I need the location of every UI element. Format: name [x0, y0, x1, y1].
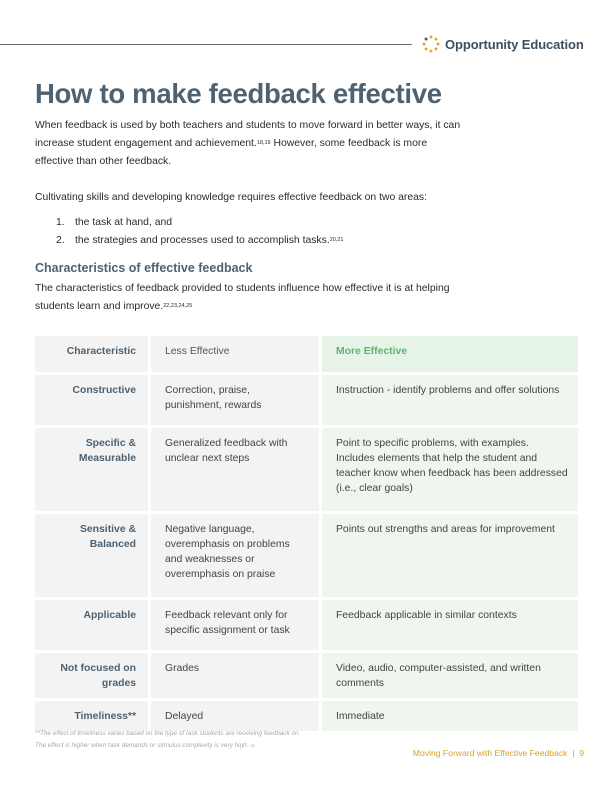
row-characteristic: Applicable — [35, 600, 148, 650]
row-less-effective: Generalized feedback with unclear next steps — [151, 428, 319, 511]
row-characteristic: Specific & Measurable — [35, 428, 148, 511]
citation: 26 — [250, 743, 255, 748]
citation: 22,23,24,25 — [163, 303, 193, 309]
row-characteristic: Timeliness** — [35, 701, 148, 731]
header-less-effective: Less Effective — [151, 336, 319, 372]
table-row — [35, 600, 578, 650]
table-row — [35, 701, 578, 731]
list-item: 2. the strategies and processes used to accomplish tasks.$^{20,21}$ — [56, 235, 344, 246]
brand-logo — [422, 35, 584, 53]
row-more-effective: Point to specific problems, with examples. Includes elements that help the student and teacher know when feedback has been addressed (i.e., clear goals) — [322, 428, 578, 511]
section-heading: Characteristics of effective feedback — [35, 261, 253, 275]
header-characteristic: Characteristic — [35, 336, 148, 372]
table-header-row — [35, 336, 578, 372]
row-more-effective: Points out strengths and areas for improvement — [322, 514, 578, 597]
header-rule — [0, 44, 412, 45]
list-item: 1. the task at hand, and — [56, 217, 173, 228]
row-less-effective: Delayed — [151, 701, 319, 731]
row-more-effective: Immediate — [322, 701, 578, 731]
cultivating-paragraph: Cultivating skills and developing knowledge requires effective feedback on two areas: — [35, 192, 427, 203]
row-characteristic: Constructive — [35, 375, 148, 425]
row-more-effective: Instruction - identify problems and offer solutions — [322, 375, 578, 425]
footnote-line-2: The effect is higher when task demands or stimulus complexity is very high. $^{26}$ — [35, 742, 255, 749]
citation: 20,21 — [329, 237, 344, 243]
feedback-table — [32, 333, 581, 734]
sunburst-logo-icon — [422, 35, 440, 53]
footnote — [35, 728, 300, 752]
logo-text: Opportunity Education — [445, 36, 584, 52]
page-title: How to make feedback effective — [35, 78, 442, 109]
row-more-effective: Video, audio, computer-assisted, and written comments — [322, 653, 578, 698]
row-less-effective: Feedback relevant only for specific assignment or task — [151, 600, 319, 650]
footnote-line-1: **The effect of timeliness varies based on the type of task students are receiving feedback on. — [35, 730, 301, 737]
row-more-effective: Feedback applicable in similar contexts — [322, 600, 578, 650]
row-characteristic: Not focused on grades — [35, 653, 148, 698]
table-row — [35, 428, 578, 511]
row-characteristic: Sensitive & Balanced — [35, 514, 148, 597]
row-less-effective: Grades — [151, 653, 319, 698]
citation: 18,19 — [256, 140, 271, 146]
row-less-effective: Correction, praise, punishment, rewards — [151, 375, 319, 425]
feedback-areas-list — [35, 214, 343, 250]
characteristics-paragraph: The characteristics of feedback provided to students influence how effective it is at helping students learn and improve.$^{22,23,24,25}$ — [35, 283, 450, 312]
table-row — [35, 653, 578, 698]
table-row — [35, 375, 578, 425]
header-more-effective: More Effective — [322, 336, 578, 372]
row-less-effective: Negative language, overemphasis on problems and weaknesses or overemphasis on praise — [151, 514, 319, 597]
intro-paragraph: When feedback is used by both teachers and students to move forward in better ways, it can increase student engagement and achievement.$^{18,19}$ However, some feedback is more effective than other feedback. — [35, 120, 461, 167]
page-footer: Moving Forward with Effective Feedback | 9 — [412, 748, 584, 758]
table-row — [35, 514, 578, 597]
